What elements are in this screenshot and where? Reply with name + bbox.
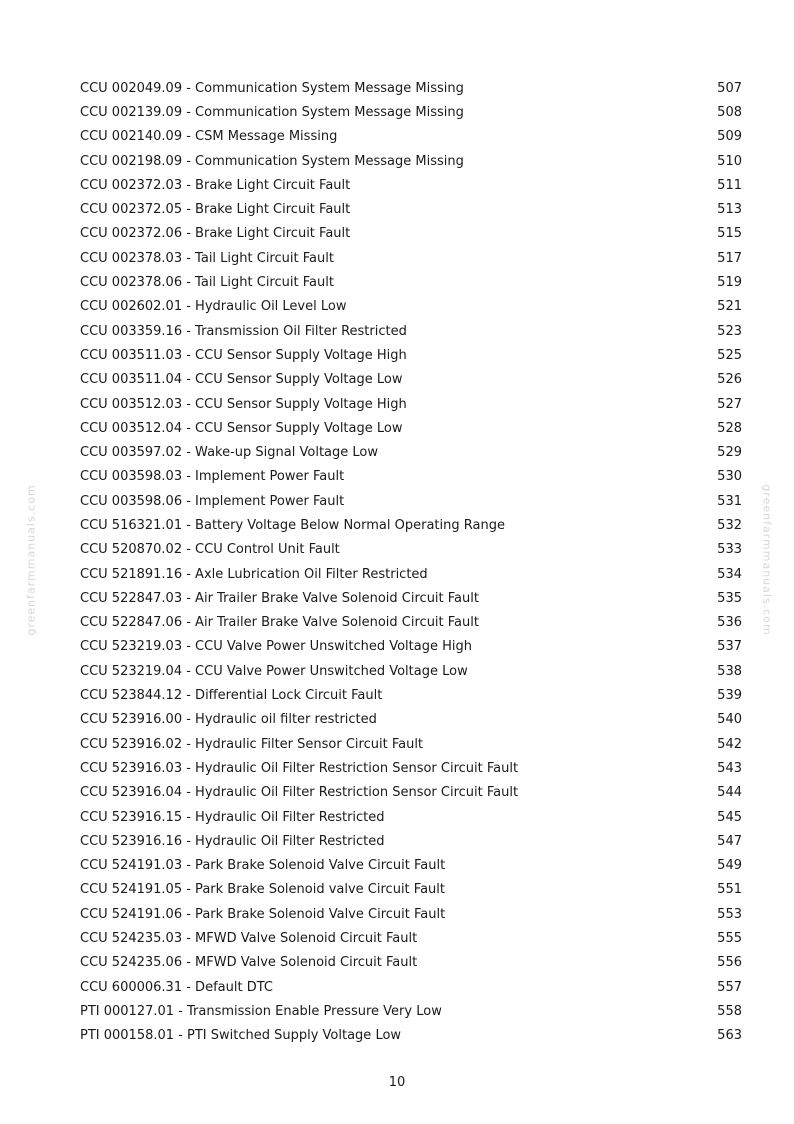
toc-entry-title: CCU 002372.05 - Brake Light Circuit Fault [80,202,351,218]
toc-entry-title: CCU 003359.16 - Transmission Oil Filter Restricted [80,323,407,339]
toc-entry-title: CCU 523916.04 - Hydraulic Oil Filter Restriction Sensor Circuit Fault [80,785,519,801]
toc-entry[interactable] [80,781,742,805]
toc-entry-page: 529 [717,445,742,461]
toc-entry-title: CCU 003512.04 - CCU Sensor Supply Voltage Low [80,420,403,436]
toc-entry-title: CCU 523844.12 - Differential Lock Circuit Fault [80,688,383,704]
toc-entry[interactable] [80,756,742,780]
toc-entry-title: CCU 523916.00 - Hydraulic oil filter restricted [80,712,377,728]
toc-entry-title: CCU 003597.02 - Wake-up Signal Voltage Low [80,445,378,461]
toc-entry-title: CCU 002372.06 - Brake Light Circuit Fault [80,226,351,242]
toc-entry-title: CCU 002198.09 - Communication System Message Missing [80,153,464,169]
toc-entry[interactable] [80,489,742,513]
toc-entry[interactable] [80,100,742,124]
toc-entry-page: 553 [717,906,742,922]
toc-entry-page: 519 [717,275,742,291]
page-number: 10 [388,1075,406,1090]
toc-entry-page: 538 [717,663,742,679]
toc-entry[interactable] [80,951,742,975]
toc-entry[interactable] [80,368,742,392]
toc-entry-page: 544 [717,785,742,801]
toc-entry-page: 536 [717,615,742,631]
toc-entry-title: CCU 523916.16 - Hydraulic Oil Filter Restricted [80,833,385,849]
toc-entry-page: 540 [717,712,742,728]
toc-entry-page: 526 [717,372,742,388]
toc-entry-title: CCU 523916.02 - Hydraulic Filter Sensor Circuit Fault [80,736,424,752]
toc-entry[interactable] [80,125,742,149]
toc-entry[interactable] [80,343,742,367]
toc-entry[interactable] [80,392,742,416]
toc-entry-page: 525 [717,347,742,363]
toc-entry-page: 547 [717,833,742,849]
toc-entry-page: 558 [717,1003,742,1019]
toc-entry[interactable] [80,708,742,732]
toc-entry-title: CCU 522847.03 - Air Trailer Brake Valve Solenoid Circuit Fault [80,590,479,606]
toc-entry-title: CCU 524235.06 - MFWD Valve Solenoid Circuit Fault [80,955,418,971]
toc-entry[interactable] [80,465,742,489]
toc-entry-title: CCU 002139.09 - Communication System Message Missing [80,104,464,120]
toc-entry-page: 532 [717,517,742,533]
toc-entry[interactable] [80,440,742,464]
toc-entry-title: CCU 002378.06 - Tail Light Circuit Fault [80,275,334,291]
toc-entry[interactable] [80,197,742,221]
toc-entry[interactable] [80,513,742,537]
toc-entry-title: PTI 000127.01 - Transmission Enable Pressure Very Low [80,1003,442,1019]
toc-entry-title: CCU 521891.16 - Axle Lubrication Oil Filter Restricted [80,566,428,582]
toc-entry-page: 521 [717,299,742,315]
toc-entry-title: CCU 524235.03 - MFWD Valve Solenoid Circuit Fault [80,931,418,947]
toc-entry-page: 530 [717,469,742,485]
toc-entry-page: 509 [717,129,742,145]
toc-entry-page: 542 [717,736,742,752]
toc-entry-title: CCU 523916.15 - Hydraulic Oil Filter Restricted [80,809,385,825]
toc-entry[interactable] [80,732,742,756]
toc-entry-page: 517 [717,250,742,266]
toc-entry-page: 513 [717,202,742,218]
toc-entry-page: 511 [717,177,742,193]
toc-entry-title: CCU 523219.03 - CCU Valve Power Unswitched Voltage High [80,639,472,655]
toc-entry[interactable] [80,1024,742,1048]
toc-entry-page: 523 [717,323,742,339]
toc-entry-page: 533 [717,542,742,558]
toc-entry-title: CCU 524191.03 - Park Brake Solenoid Valve Circuit Fault [80,858,446,874]
toc-entry-title: CCU 003598.03 - Implement Power Fault [80,469,345,485]
toc-entry[interactable] [80,878,742,902]
toc-entry-page: 515 [717,226,742,242]
toc-entry[interactable] [80,173,742,197]
toc-entry[interactable] [80,635,742,659]
toc-entry-title: CCU 524191.05 - Park Brake Solenoid valve Circuit Fault [80,882,445,898]
toc-entry-title: CCU 002372.03 - Brake Light Circuit Fault [80,177,351,193]
toc-entry-page: 527 [717,396,742,412]
toc-entry-title: CCU 002049.09 - Communication System Message Missing [80,80,464,96]
toc-entry[interactable] [80,999,742,1023]
toc-entry-page: 531 [717,493,742,509]
toc-entry[interactable] [80,586,742,610]
toc-entry[interactable] [80,683,742,707]
watermark-right: greenfarmmanuals.com [760,484,774,636]
toc-entry[interactable] [80,538,742,562]
toc-entry[interactable] [80,76,742,100]
toc-entry-page: 508 [717,104,742,120]
toc-entry[interactable] [80,902,742,926]
toc-entry-title: CCU 523219.04 - CCU Valve Power Unswitched Voltage Low [80,663,468,679]
toc-entry[interactable] [80,246,742,270]
toc-entry-page: 535 [717,590,742,606]
toc-entry-title: CCU 002378.03 - Tail Light Circuit Fault [80,250,334,266]
toc-entry[interactable] [80,659,742,683]
toc-entry-title: CCU 600006.31 - Default DTC [80,979,273,995]
toc-entry[interactable] [80,611,742,635]
toc-entry-title: CCU 003511.03 - CCU Sensor Supply Voltage High [80,347,407,363]
toc-entry-title: CCU 003598.06 - Implement Power Fault [80,493,345,509]
toc-entry-title: CCU 522847.06 - Air Trailer Brake Valve Solenoid Circuit Fault [80,615,479,631]
toc-entry-title: CCU 003511.04 - CCU Sensor Supply Voltage Low [80,372,403,388]
toc-entry-title: CCU 002602.01 - Hydraulic Oil Level Low [80,299,347,315]
toc-entry-page: 557 [717,979,742,995]
table-of-contents [80,76,742,1048]
toc-entry-page: 510 [717,153,742,169]
toc-entry-page: 555 [717,931,742,947]
toc-entry-page: 534 [717,566,742,582]
toc-entry[interactable] [80,854,742,878]
toc-entry[interactable] [80,805,742,829]
toc-entry-title: CCU 002140.09 - CSM Message Missing [80,129,338,145]
toc-entry-title: CCU 524191.06 - Park Brake Solenoid Valve Circuit Fault [80,906,446,922]
toc-entry[interactable] [80,270,742,294]
toc-entry-title: CCU 516321.01 - Battery Voltage Below Normal Operating Range [80,517,505,533]
toc-entry[interactable] [80,149,742,173]
toc-entry[interactable] [80,829,742,853]
toc-entry[interactable] [80,975,742,999]
toc-entry[interactable] [80,416,742,440]
toc-entry-page: 507 [717,80,742,96]
toc-entry-page: 543 [717,760,742,776]
watermark-left: greenfarmmanuals.com [24,484,38,636]
toc-entry-page: 528 [717,420,742,436]
toc-entry-page: 539 [717,688,742,704]
toc-entry[interactable] [80,562,742,586]
toc-entry-title: CCU 003512.03 - CCU Sensor Supply Voltage High [80,396,407,412]
toc-entry[interactable] [80,319,742,343]
toc-entry-title: CCU 523916.03 - Hydraulic Oil Filter Restriction Sensor Circuit Fault [80,760,519,776]
toc-entry[interactable] [80,222,742,246]
toc-entry-page: 551 [717,882,742,898]
toc-entry-title: CCU 520870.02 - CCU Control Unit Fault [80,542,340,558]
toc-entry-page: 549 [717,858,742,874]
toc-entry[interactable] [80,295,742,319]
toc-entry-page: 545 [717,809,742,825]
toc-entry-page: 556 [717,955,742,971]
toc-entry-title: PTI 000158.01 - PTI Switched Supply Voltage Low [80,1028,402,1044]
toc-entry-page: 563 [717,1028,742,1044]
toc-entry[interactable] [80,926,742,950]
toc-entry-page: 537 [717,639,742,655]
